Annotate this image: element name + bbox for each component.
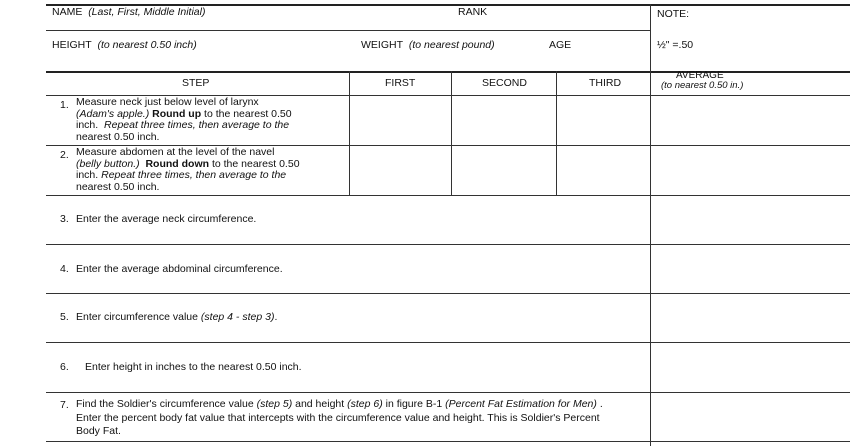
step-7-line-2: Enter the percent body fat value that intercepts with the circumference value and height. This is Soldier's Percent: [76, 411, 600, 424]
note-value: ½" =.50: [657, 39, 694, 51]
bottom-border: [46, 441, 850, 442]
row-divider-5: [46, 342, 850, 343]
step-2-line-1: Measure abdomen at the level of the navel: [76, 146, 275, 158]
col-divider-first: [349, 71, 350, 195]
step-4-number: 4.: [60, 263, 69, 275]
step-2-belly-button: (belly button.): [76, 157, 140, 170]
step-5-end: .: [274, 311, 278, 323]
col-step-header: STEP: [182, 77, 210, 89]
weight-field[interactable]: [361, 39, 495, 51]
col-third-header: THIRD: [589, 77, 622, 89]
height-label: HEIGHT: [52, 39, 92, 51]
step-7-step5: (step 5): [256, 398, 293, 410]
step-3-number: 3.: [60, 213, 69, 225]
step-2-number: 2.: [60, 149, 69, 161]
step-7-text: [76, 398, 646, 439]
height-field[interactable]: [52, 39, 197, 51]
step-7-figure-title: (Percent Fat Estimation for Men): [445, 398, 597, 410]
step-2-inch: inch.: [76, 169, 99, 181]
weight-label: WEIGHT: [361, 39, 403, 51]
step-1-nearest: to the nearest 0.50: [204, 107, 292, 120]
name-hint: (Last, First, Middle Initial): [88, 6, 206, 18]
step-2-line-3: [76, 170, 344, 182]
step-1-line-3: [76, 120, 344, 132]
step-7-figure: in figure B-1: [385, 398, 443, 410]
step-5-hint: (step 4 - step 3): [200, 311, 275, 323]
step-7-line-1: [76, 398, 646, 412]
step-1-line-4: nearest 0.50 inch.: [76, 130, 160, 143]
step-7-and-height: and height: [295, 398, 345, 410]
step-2-line-4: nearest 0.50 inch.: [76, 180, 160, 193]
step-2-nearest: to the nearest 0.50: [211, 157, 300, 170]
step-1-round-up: Round up: [152, 107, 202, 120]
row-divider-2: [46, 195, 850, 196]
step-5-text: [76, 311, 277, 323]
weight-hint: (to nearest pound): [408, 39, 495, 51]
col-average-hint: (to nearest 0.50 in.): [661, 80, 744, 91]
name-row-divider: [46, 30, 650, 31]
rank-label: RANK: [458, 6, 488, 18]
step-1-number: 1.: [60, 99, 69, 111]
step-6-text: Enter height in inches to the nearest 0.50 inch.: [85, 361, 302, 373]
name-field[interactable]: [52, 6, 205, 18]
col-first-header: FIRST: [385, 77, 416, 89]
col-divider-second: [451, 71, 452, 195]
step-7-step6: (step 6): [347, 398, 383, 410]
step-7-period: .: [599, 398, 603, 410]
step-7-line-3: Body Fat.: [76, 425, 121, 437]
step-3-text: Enter the average neck circumference.: [76, 213, 257, 225]
note-divider: [650, 4, 651, 446]
step-1-line-1: Measure neck just below level of larynx: [76, 96, 259, 108]
note-label: NOTE:: [657, 8, 690, 20]
step-1-adams-apple: (Adam's apple.): [76, 107, 150, 120]
col-average-header: AVERAGE: [676, 70, 724, 81]
step-4-text: Enter the average abdominal circumference.: [76, 263, 283, 275]
header-bottom-border: [46, 71, 850, 73]
row-divider-6: [46, 392, 850, 393]
age-label: AGE: [549, 39, 572, 51]
step-2-text: [76, 147, 344, 193]
step-5-number: 5.: [60, 311, 69, 323]
height-hint: (to nearest 0.50 inch): [97, 39, 197, 51]
col-divider-third: [556, 71, 557, 195]
step-1-inch: inch.: [76, 119, 99, 131]
row-divider-4: [46, 293, 850, 294]
col-second-header: SECOND: [482, 77, 527, 89]
step-7-number: 7.: [60, 399, 69, 411]
step-2-repeat: Repeat three times, then average to the: [101, 169, 287, 181]
name-label: NAME: [52, 6, 83, 18]
step-2-round-down: Round down: [145, 157, 210, 170]
step-1-repeat: Repeat three times, then average to the: [104, 119, 290, 131]
step-5-main: Enter circumference value: [76, 311, 198, 323]
step-6-number: 6.: [60, 361, 69, 373]
row-divider-3: [46, 244, 850, 245]
step-1-text: [76, 97, 344, 143]
step-7-find: Find the Soldier's circumference value: [76, 398, 254, 410]
